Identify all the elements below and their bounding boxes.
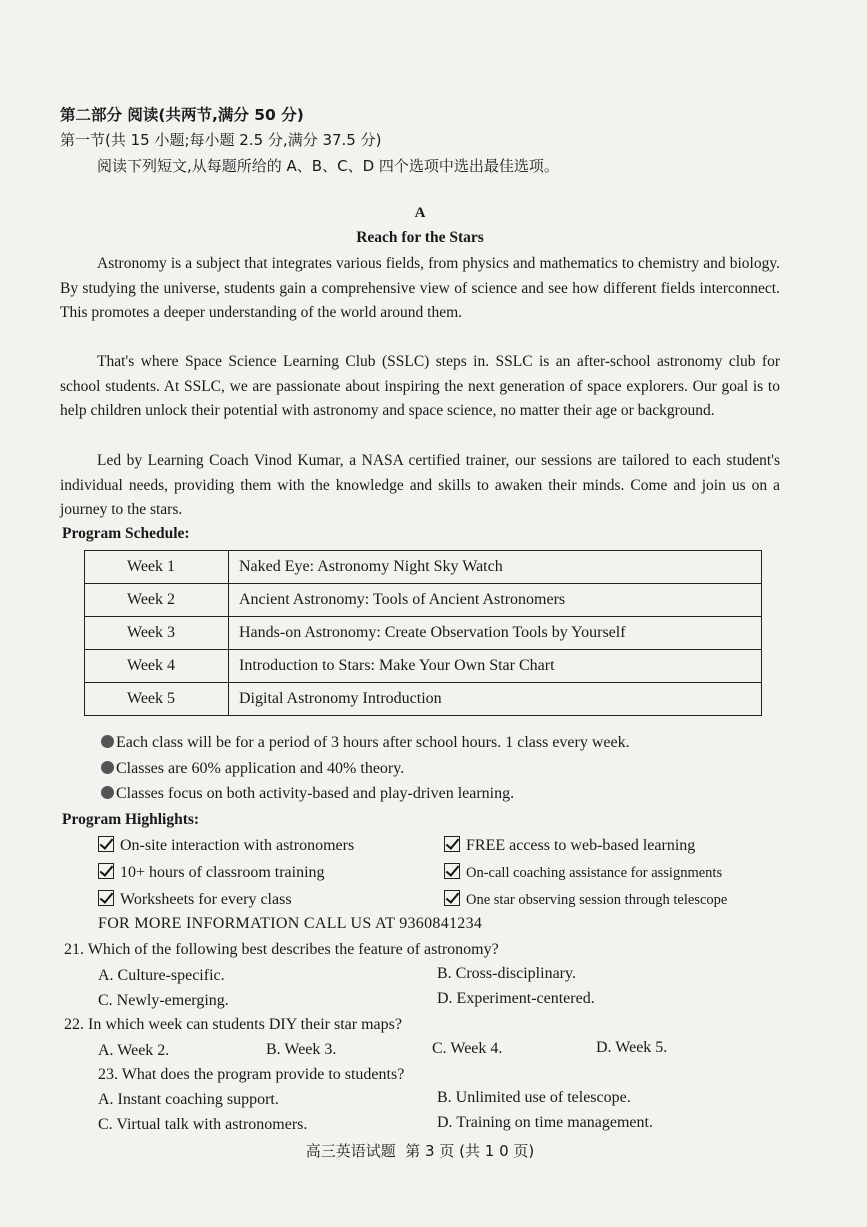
table-row [85, 617, 762, 650]
bullet-item: Classes focus on both activity-based and play-driven learning. [101, 785, 514, 803]
question-stem: 22. In which week can students DIY their star maps? [64, 1016, 402, 1033]
schedule-heading: Program Schedule: [62, 525, 190, 542]
topic-cell: Naked Eye: Astronomy Night Sky Watch [229, 551, 762, 584]
option-c: C. Virtual talk with astronomers. [98, 1116, 308, 1133]
highlight-item: On-call coaching assistance for assignments [444, 863, 722, 882]
passage-paragraph-3: Led by Learning Coach Vinod Kumar, a NASA certified trainer, our sessions are tailored to each student's individual needs, providing them with the knowledge and skills to awaken their minds. Come and join us on a journey to the stars. [60, 452, 780, 519]
week-cell: Week 4 [85, 650, 229, 683]
table-row [85, 551, 762, 584]
week-cell: Week 1 [85, 551, 229, 584]
schedule-table [84, 550, 762, 716]
option-d: D. Experiment-centered. [437, 990, 595, 1007]
contact-line: FOR MORE INFORMATION CALL US AT 9360841234 [98, 915, 483, 932]
section-title: 第二部分 阅读(共两节,满分 50 分) [60, 106, 304, 124]
week-cell: Week 2 [85, 584, 229, 617]
checkbox-checked-icon [98, 890, 114, 906]
table-row [85, 683, 762, 716]
option-b: B. Unlimited use of telescope. [437, 1089, 631, 1106]
bullet-dot-icon [101, 761, 114, 774]
option-b: B. Cross-disciplinary. [437, 965, 576, 982]
highlight-item: Worksheets for every class [98, 890, 292, 909]
highlight-item: 10+ hours of classroom training [98, 863, 325, 882]
highlight-item: FREE access to web-based learning [444, 836, 695, 855]
page-footer: 高三英语试题 第 3 页 (共 1 0 页) [305, 1142, 535, 1160]
passage-label: A [414, 205, 426, 221]
checkbox-checked-icon [98, 836, 114, 852]
option-a: A. Week 2. [98, 1042, 170, 1059]
option-c: C. Newly-emerging. [98, 992, 229, 1009]
option-d: D. Training on time management. [437, 1114, 653, 1131]
week-cell: Week 3 [85, 617, 229, 650]
section-instruction: 阅读下列短文,从每题所给的 A、B、C、D 四个选项中选出最佳选项。 [97, 157, 559, 175]
week-cell: Week 5 [85, 683, 229, 716]
topic-cell: Hands-on Astronomy: Create Observation Tools by Yourself [229, 617, 762, 650]
bullet-item: Each class will be for a period of 3 hours after school hours. 1 class every week. [101, 734, 630, 752]
bullet-dot-icon [101, 786, 114, 799]
checkbox-checked-icon [444, 890, 460, 906]
highlights-heading: Program Highlights: [62, 811, 200, 828]
option-a: A. Culture-specific. [98, 967, 225, 984]
question-stem: 23. What does the program provide to students? [98, 1066, 405, 1083]
highlight-item: One star observing session through telescope [444, 890, 727, 909]
passage-paragraph-1: Astronomy is a subject that integrates various fields, from physics and mathematics to chemistry and biology. By studying the universe, students gain a comprehensive view of science and see how different fields interconnect. This promotes a deeper understanding of the world around them. [60, 255, 780, 322]
table-row [85, 650, 762, 683]
option-c: C. Week 4. [432, 1040, 503, 1057]
topic-cell: Digital Astronomy Introduction [229, 683, 762, 716]
section-subtitle: 第一节(共 15 小题;每小题 2.5 分,满分 37.5 分) [60, 131, 382, 149]
highlight-item: On-site interaction with astronomers [98, 836, 354, 855]
bullet-item: Classes are 60% application and 40% theory. [101, 760, 404, 778]
option-d: D. Week 5. [596, 1039, 668, 1056]
table-row [85, 584, 762, 617]
option-b: B. Week 3. [266, 1041, 337, 1058]
option-a: A. Instant coaching support. [98, 1091, 279, 1108]
passage-paragraph-2: That's where Space Science Learning Club (SSLC) steps in. SSLC is an after-school astronomy club for school students. At SSLC, we are passionate about inspiring the next generation of space explorers. Our goal is to help children unlock their potential with astronomy and space science, no matter their age or background. [60, 353, 780, 420]
question-stem: 21. Which of the following best describes the feature of astronomy? [64, 941, 499, 958]
bullet-dot-icon [101, 735, 114, 748]
checkbox-checked-icon [444, 836, 460, 852]
passage-title: Reach for the Stars [356, 229, 484, 246]
checkbox-checked-icon [444, 863, 460, 879]
topic-cell: Ancient Astronomy: Tools of Ancient Astronomers [229, 584, 762, 617]
checkbox-checked-icon [98, 863, 114, 879]
topic-cell: Introduction to Stars: Make Your Own Star Chart [229, 650, 762, 683]
